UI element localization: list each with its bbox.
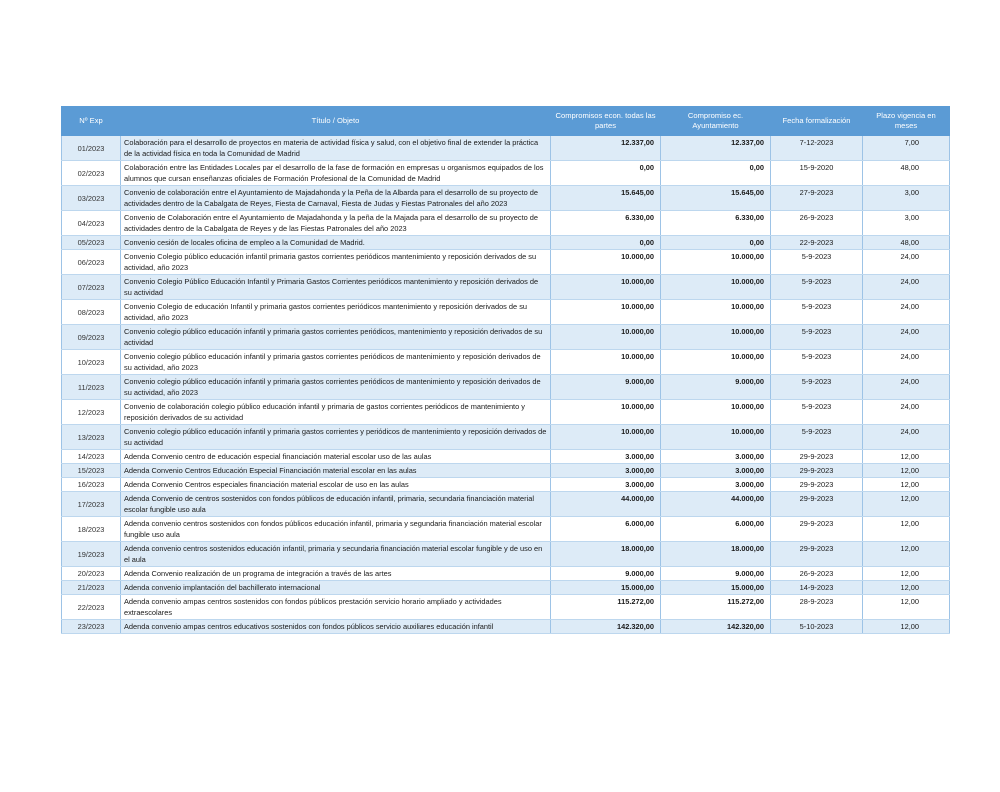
cell-plazo: 3,00 — [863, 211, 950, 236]
cell-exp: 19/2023 — [62, 542, 121, 567]
cell-compromiso-ayto: 0,00 — [661, 161, 771, 186]
cell-compromiso-ayto: 10.000,00 — [661, 300, 771, 325]
cell-titulo: Convenio cesión de locales oficina de empleo a la Comunidad de Madrid. — [121, 236, 551, 250]
table-row — [62, 136, 950, 161]
cell-exp: 23/2023 — [62, 620, 121, 634]
cell-fecha: 5-9-2023 — [771, 400, 863, 425]
cell-fecha: 5-9-2023 — [771, 275, 863, 300]
cell-titulo: Adenda convenio centros sostenidos con fondos públicos educación infantil, primaria y segundaria financiación material escolar fungible uso aula — [121, 517, 551, 542]
cell-exp: 11/2023 — [62, 375, 121, 400]
convenios-table — [61, 106, 950, 634]
cell-compromiso-ayto: 115.272,00 — [661, 595, 771, 620]
cell-plazo: 24,00 — [863, 325, 950, 350]
cell-plazo: 12,00 — [863, 567, 950, 581]
cell-fecha: 5-10-2023 — [771, 620, 863, 634]
cell-titulo: Adenda Convenio realización de un programa de integración a través de las artes — [121, 567, 551, 581]
cell-plazo: 24,00 — [863, 300, 950, 325]
cell-compromisos-todas: 10.000,00 — [551, 275, 661, 300]
cell-compromiso-ayto: 9.000,00 — [661, 567, 771, 581]
cell-plazo: 24,00 — [863, 400, 950, 425]
cell-compromiso-ayto: 3.000,00 — [661, 450, 771, 464]
cell-plazo: 12,00 — [863, 478, 950, 492]
cell-titulo: Convenio colegio público educación infantil y primaria gastos corrientes periódicos, mantenimiento y reposición derivados de su actividad — [121, 325, 551, 350]
cell-titulo: Adenda convenio ampas centros sostenidos con fondos públicos prestación servicio horario ampliado y actividades extraescolares — [121, 595, 551, 620]
cell-compromisos-todas: 15.000,00 — [551, 581, 661, 595]
cell-plazo: 12,00 — [863, 517, 950, 542]
cell-compromisos-todas: 115.272,00 — [551, 595, 661, 620]
cell-plazo: 3,00 — [863, 186, 950, 211]
cell-titulo: Convenio colegio público educación infantil y primaria gastos corrientes periódicos de mantenimiento y reposición derivados de su actividad, año 2023 — [121, 375, 551, 400]
cell-titulo: Adenda Convenio Centros especiales financiación material escolar de uso en las aulas — [121, 478, 551, 492]
cell-compromisos-todas: 12.337,00 — [551, 136, 661, 161]
table-row — [62, 542, 950, 567]
column-header-fecha: Fecha formalización — [771, 107, 863, 136]
cell-titulo: Adenda Convenio Centros Educación Especial Financiación material escolar en las aulas — [121, 464, 551, 478]
table-row — [62, 161, 950, 186]
cell-compromiso-ayto: 10.000,00 — [661, 250, 771, 275]
cell-exp: 04/2023 — [62, 211, 121, 236]
cell-plazo: 12,00 — [863, 542, 950, 567]
cell-titulo: Adenda Convenio centro de educación especial financiación material escolar uso de las aulas — [121, 450, 551, 464]
cell-compromiso-ayto: 10.000,00 — [661, 350, 771, 375]
cell-compromisos-todas: 3.000,00 — [551, 464, 661, 478]
cell-fecha: 27-9-2023 — [771, 186, 863, 211]
cell-exp: 12/2023 — [62, 400, 121, 425]
cell-compromisos-todas: 6.000,00 — [551, 517, 661, 542]
table-row — [62, 517, 950, 542]
cell-fecha: 29-9-2023 — [771, 517, 863, 542]
cell-compromiso-ayto: 0,00 — [661, 236, 771, 250]
cell-compromisos-todas: 9.000,00 — [551, 375, 661, 400]
cell-compromiso-ayto: 18.000,00 — [661, 542, 771, 567]
table-row — [62, 464, 950, 478]
table-row — [62, 236, 950, 250]
cell-compromisos-todas: 10.000,00 — [551, 350, 661, 375]
cell-compromiso-ayto: 10.000,00 — [661, 400, 771, 425]
cell-plazo: 12,00 — [863, 581, 950, 595]
cell-exp: 10/2023 — [62, 350, 121, 375]
cell-compromiso-ayto: 9.000,00 — [661, 375, 771, 400]
table-row — [62, 211, 950, 236]
cell-plazo: 24,00 — [863, 350, 950, 375]
cell-fecha: 5-9-2023 — [771, 350, 863, 375]
cell-fecha: 7-12-2023 — [771, 136, 863, 161]
cell-compromiso-ayto: 6.000,00 — [661, 517, 771, 542]
cell-titulo: Colaboración para el desarrollo de proyectos en materia de actividad física y salud, con el objetivo final de extender la práctica de la actividad física en toda la Comunidad de Madrid — [121, 136, 551, 161]
cell-exp: 18/2023 — [62, 517, 121, 542]
cell-exp: 03/2023 — [62, 186, 121, 211]
cell-compromisos-todas: 9.000,00 — [551, 567, 661, 581]
column-header-exp: Nº Exp — [62, 107, 121, 136]
cell-plazo: 7,00 — [863, 136, 950, 161]
cell-titulo: Convenio Colegio de educación Infantil y primaria gastos corrientes periódicos mantenimiento y reposición derivados de su actividad, año 2023 — [121, 300, 551, 325]
cell-plazo: 12,00 — [863, 595, 950, 620]
table-row — [62, 567, 950, 581]
cell-fecha: 29-9-2023 — [771, 450, 863, 464]
table-row — [62, 581, 950, 595]
cell-fecha: 29-9-2023 — [771, 492, 863, 517]
table-row — [62, 400, 950, 425]
cell-exp: 20/2023 — [62, 567, 121, 581]
cell-plazo: 24,00 — [863, 425, 950, 450]
cell-plazo: 48,00 — [863, 236, 950, 250]
table-row — [62, 425, 950, 450]
cell-fecha: 28-9-2023 — [771, 595, 863, 620]
column-header-compromisos-todas: Compromisos econ. todas las partes — [551, 107, 661, 136]
cell-compromiso-ayto: 10.000,00 — [661, 425, 771, 450]
cell-fecha: 5-9-2023 — [771, 325, 863, 350]
table-row — [62, 450, 950, 464]
cell-titulo: Colaboración entre las Entidades Locales par el desarrollo de la fase de formación en empresas u organismos equipados de los alumnos que cursan enseñanzas oficiales de Formación Profesional de la Comunidad de Madrid — [121, 161, 551, 186]
cell-compromiso-ayto: 10.000,00 — [661, 275, 771, 300]
table-row — [62, 595, 950, 620]
table-row — [62, 478, 950, 492]
table-row — [62, 300, 950, 325]
cell-plazo: 12,00 — [863, 492, 950, 517]
cell-compromisos-todas: 10.000,00 — [551, 325, 661, 350]
cell-compromisos-todas: 44.000,00 — [551, 492, 661, 517]
cell-fecha: 29-9-2023 — [771, 464, 863, 478]
table-row — [62, 186, 950, 211]
cell-fecha: 14-9-2023 — [771, 581, 863, 595]
cell-exp: 16/2023 — [62, 478, 121, 492]
cell-plazo: 48,00 — [863, 161, 950, 186]
cell-titulo: Convenio de Colaboración entre el Ayuntamiento de Majadahonda y la peña de la Majada para el desarrollo de su proyecto de actividades dentro de la Cabalgata de Reyes y de las Fiestas Patronales del año 2023 — [121, 211, 551, 236]
cell-compromiso-ayto: 15.645,00 — [661, 186, 771, 211]
cell-fecha: 15-9-2020 — [771, 161, 863, 186]
cell-compromiso-ayto: 6.330,00 — [661, 211, 771, 236]
cell-titulo: Convenio colegio público educación infantil y primaria gastos corrientes y periódicos de mantenimiento y reposición derivados de su actividad — [121, 425, 551, 450]
cell-titulo: Convenio Colegio Público Educación Infantil y Primaria Gastos Corrientes periódicos mantenimiento y reposición derivados de su actividad — [121, 275, 551, 300]
table-row — [62, 350, 950, 375]
table-header-row — [62, 107, 950, 136]
cell-compromiso-ayto: 10.000,00 — [661, 325, 771, 350]
cell-fecha: 29-9-2023 — [771, 542, 863, 567]
cell-compromiso-ayto: 44.000,00 — [661, 492, 771, 517]
cell-plazo: 12,00 — [863, 464, 950, 478]
column-header-titulo: Título / Objeto — [121, 107, 551, 136]
table-row — [62, 275, 950, 300]
cell-titulo: Adenda Convenio de centros sostenidos con fondos públicos de educación infantil, primaria, secundaria financiación material escolar fungible uso aula — [121, 492, 551, 517]
cell-compromisos-todas: 10.000,00 — [551, 300, 661, 325]
cell-plazo: 24,00 — [863, 275, 950, 300]
cell-compromisos-todas: 10.000,00 — [551, 250, 661, 275]
cell-compromisos-todas: 6.330,00 — [551, 211, 661, 236]
cell-titulo: Convenio de colaboración entre el Ayuntamiento de Majadahonda y la Peña de la Albarda para el desarrollo de su proyecto de actividades dentro de la Cabalgata de Reyes, Fiesta de Carnaval, Fiesta de Judas y Fiestas Patronales del año 2023 — [121, 186, 551, 211]
cell-exp: 01/2023 — [62, 136, 121, 161]
cell-exp: 21/2023 — [62, 581, 121, 595]
cell-fecha: 5-9-2023 — [771, 300, 863, 325]
cell-compromisos-todas: 10.000,00 — [551, 425, 661, 450]
cell-compromisos-todas: 142.320,00 — [551, 620, 661, 634]
cell-fecha: 5-9-2023 — [771, 250, 863, 275]
cell-exp: 15/2023 — [62, 464, 121, 478]
cell-compromiso-ayto: 3.000,00 — [661, 478, 771, 492]
cell-exp: 14/2023 — [62, 450, 121, 464]
cell-exp: 05/2023 — [62, 236, 121, 250]
cell-compromiso-ayto: 142.320,00 — [661, 620, 771, 634]
cell-fecha: 5-9-2023 — [771, 425, 863, 450]
table-row — [62, 250, 950, 275]
table-body — [62, 136, 950, 634]
table-row — [62, 620, 950, 634]
column-header-plazo: Plazo vigencia en meses — [863, 107, 950, 136]
cell-exp: 08/2023 — [62, 300, 121, 325]
cell-compromisos-todas: 15.645,00 — [551, 186, 661, 211]
table-row — [62, 375, 950, 400]
cell-compromisos-todas: 0,00 — [551, 236, 661, 250]
cell-plazo: 12,00 — [863, 450, 950, 464]
cell-plazo: 24,00 — [863, 250, 950, 275]
cell-plazo: 12,00 — [863, 620, 950, 634]
table-row — [62, 325, 950, 350]
cell-fecha: 29-9-2023 — [771, 478, 863, 492]
table-row — [62, 492, 950, 517]
cell-compromisos-todas: 0,00 — [551, 161, 661, 186]
cell-exp: 07/2023 — [62, 275, 121, 300]
cell-exp: 13/2023 — [62, 425, 121, 450]
cell-titulo: Adenda convenio ampas centros educativos sostenidos con fondos públicos servicio auxiliares educación infantil — [121, 620, 551, 634]
cell-compromiso-ayto: 12.337,00 — [661, 136, 771, 161]
cell-fecha: 26-9-2023 — [771, 211, 863, 236]
cell-fecha: 26-9-2023 — [771, 567, 863, 581]
cell-compromiso-ayto: 3.000,00 — [661, 464, 771, 478]
cell-compromisos-todas: 3.000,00 — [551, 450, 661, 464]
cell-titulo: Convenio colegio público educación infantil y primaria gastos corrientes periódicos de mantenimiento y reposición derivados de su actividad, año 2023 — [121, 350, 551, 375]
cell-fecha: 22-9-2023 — [771, 236, 863, 250]
cell-titulo: Adenda convenio centros sostenidos educación infantil, primaria y secundaria financiación material escolar fungible y de uso en el aula — [121, 542, 551, 567]
cell-exp: 22/2023 — [62, 595, 121, 620]
column-header-compromiso-ayto: Compromiso ec. Ayuntamiento — [661, 107, 771, 136]
cell-exp: 02/2023 — [62, 161, 121, 186]
cell-compromiso-ayto: 15.000,00 — [661, 581, 771, 595]
cell-exp: 06/2023 — [62, 250, 121, 275]
cell-titulo: Adenda convenio implantación del bachillerato internacional — [121, 581, 551, 595]
cell-compromisos-todas: 18.000,00 — [551, 542, 661, 567]
cell-compromisos-todas: 10.000,00 — [551, 400, 661, 425]
cell-compromisos-todas: 3.000,00 — [551, 478, 661, 492]
cell-titulo: Convenio Colegio público educación infantil primaria gastos corrientes periódicos mantenimiento y reposición derivados de su actividad, año 2023 — [121, 250, 551, 275]
cell-exp: 09/2023 — [62, 325, 121, 350]
cell-exp: 17/2023 — [62, 492, 121, 517]
cell-fecha: 5-9-2023 — [771, 375, 863, 400]
cell-plazo: 24,00 — [863, 375, 950, 400]
cell-titulo: Convenio de colaboración colegio público educación infantil y primaria de gastos corrientes periódicos de mantenimiento y reposición derivados de su actividad — [121, 400, 551, 425]
